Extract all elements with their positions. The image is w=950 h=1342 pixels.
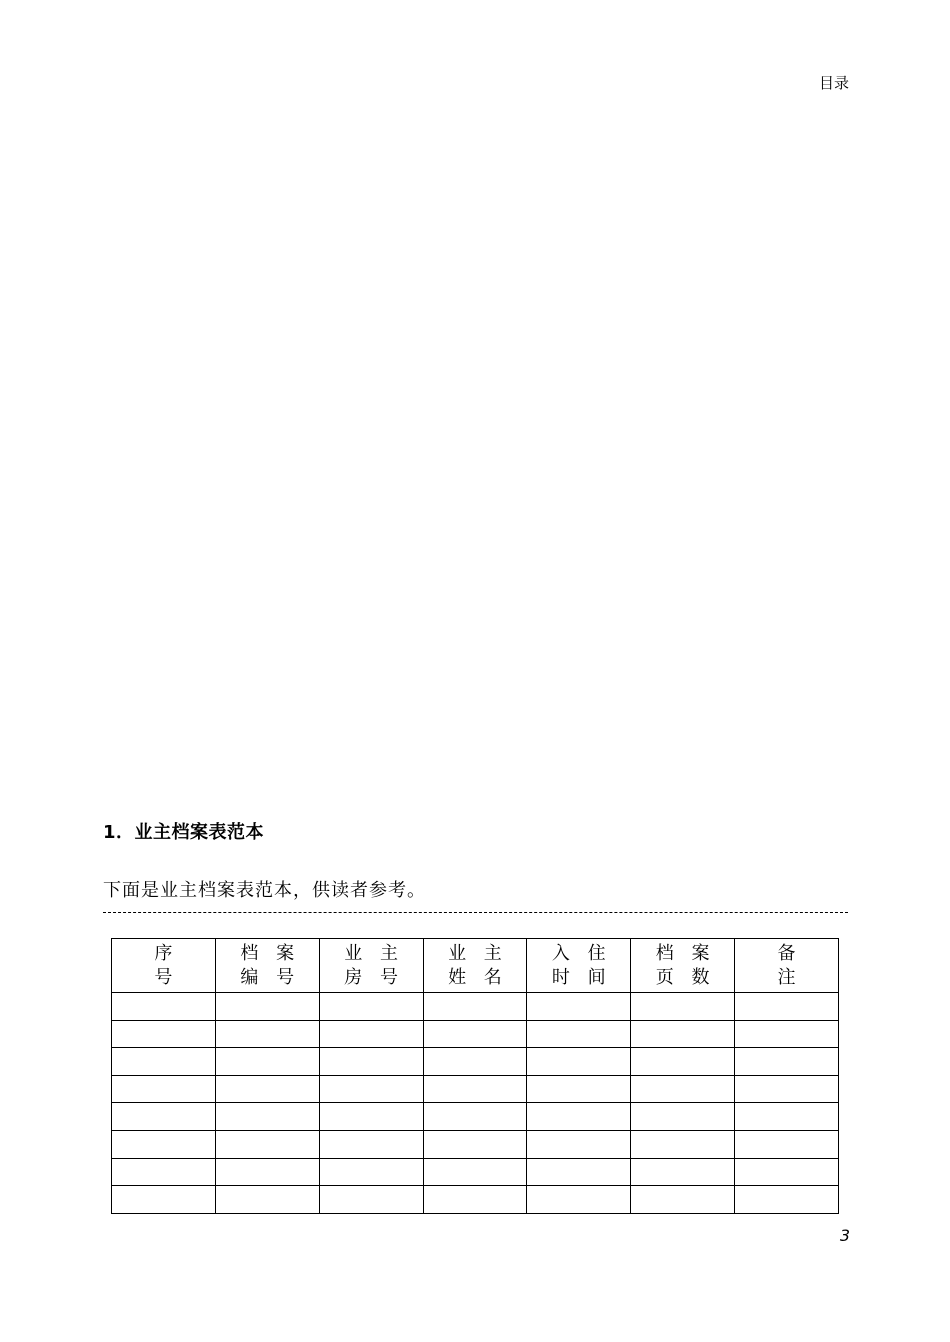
column-header-archive-no: [215, 939, 319, 993]
column-header-line: 备: [777, 942, 802, 964]
table-cell: [631, 1130, 735, 1158]
column-header-line: 时 间: [551, 966, 612, 988]
table-row: [112, 1075, 839, 1103]
table-cell: [319, 1075, 423, 1103]
table-cell: [735, 1048, 839, 1076]
column-header-line: 房 号: [344, 966, 404, 988]
column-header-line: 编 号: [240, 966, 301, 988]
section-heading: 1．业主档案表范本: [103, 822, 265, 843]
table-cell: [319, 1048, 423, 1076]
table-cell: [112, 1048, 216, 1076]
column-header-move-in-time: [527, 939, 631, 993]
column-header-line: 姓 名: [448, 966, 508, 988]
column-header-line: 业 主: [448, 942, 508, 964]
column-header-page-count: [631, 939, 735, 993]
column-header-line: 入 住: [551, 942, 612, 964]
table-cell: [112, 1186, 216, 1214]
table-cell: [215, 993, 319, 1021]
column-header-line: 业 主: [344, 942, 404, 964]
table-cell: [631, 1103, 735, 1131]
table-cell: [735, 1103, 839, 1131]
table-cell: [631, 1075, 735, 1103]
table-cell: [631, 1020, 735, 1048]
table-cell: [319, 1103, 423, 1131]
table-cell: [112, 1158, 216, 1186]
table-cell: [112, 993, 216, 1021]
dashed-divider: [103, 912, 848, 913]
table-cell: [112, 1075, 216, 1103]
column-header-remarks: [735, 939, 839, 993]
table-cell: [527, 1103, 631, 1131]
column-header-line: 档 案: [655, 942, 716, 964]
table-cell: [423, 1020, 527, 1048]
table-cell: [631, 1158, 735, 1186]
column-header-line: 页 数: [655, 966, 716, 988]
table-cell: [527, 1158, 631, 1186]
table-cell: [735, 1130, 839, 1158]
column-header-line: 注: [777, 966, 802, 988]
column-header-room-no: [319, 939, 423, 993]
table-cell: [319, 1186, 423, 1214]
table-cell: [423, 1186, 527, 1214]
table-cell: [319, 1158, 423, 1186]
column-header-owner-name: [423, 939, 527, 993]
table-row: [112, 1048, 839, 1076]
table-row: [112, 1186, 839, 1214]
table-cell: [215, 1103, 319, 1131]
table-cell: [423, 1075, 527, 1103]
table-cell: [631, 1048, 735, 1076]
table-cell: [423, 1130, 527, 1158]
table-row: [112, 993, 839, 1021]
table-cell: [631, 1186, 735, 1214]
table-body: [112, 993, 839, 1214]
table-cell: [215, 1158, 319, 1186]
page-number: 3: [839, 1226, 850, 1245]
table-cell: [215, 1020, 319, 1048]
table-cell: [215, 1130, 319, 1158]
table-cell: [631, 993, 735, 1021]
table-cell: [735, 993, 839, 1021]
table-cell: [423, 1103, 527, 1131]
table-header-row: [112, 939, 839, 993]
owner-archive-table: [111, 938, 839, 1214]
table-cell: [527, 1048, 631, 1076]
table-cell: [527, 1075, 631, 1103]
column-header-line: 号: [154, 966, 179, 988]
table-cell: [527, 1020, 631, 1048]
table-cell: [112, 1020, 216, 1048]
table-cell: [319, 993, 423, 1021]
table-cell: [735, 1020, 839, 1048]
intro-text: 下面是业主档案表范本，供读者参考。: [103, 880, 426, 901]
table-cell: [215, 1186, 319, 1214]
table-cell: [319, 1130, 423, 1158]
table-cell: [735, 1075, 839, 1103]
table-cell: [112, 1103, 216, 1131]
table-cell: [423, 1158, 527, 1186]
column-header-line: 档 案: [240, 942, 301, 964]
column-header-serial-no: [112, 939, 216, 993]
table-row: [112, 1020, 839, 1048]
table-cell: [527, 1186, 631, 1214]
table-cell: [423, 1048, 527, 1076]
table-cell: [735, 1186, 839, 1214]
toc-link[interactable]: 目录: [818, 74, 849, 92]
table-cell: [112, 1130, 216, 1158]
table-cell: [423, 993, 527, 1021]
column-header-line: 序: [154, 942, 179, 964]
table-cell: [215, 1075, 319, 1103]
table-row: [112, 1158, 839, 1186]
table-row: [112, 1103, 839, 1131]
table-cell: [527, 1130, 631, 1158]
table-cell: [735, 1158, 839, 1186]
table-cell: [215, 1048, 319, 1076]
table-cell: [319, 1020, 423, 1048]
table-cell: [527, 993, 631, 1021]
table-row: [112, 1130, 839, 1158]
